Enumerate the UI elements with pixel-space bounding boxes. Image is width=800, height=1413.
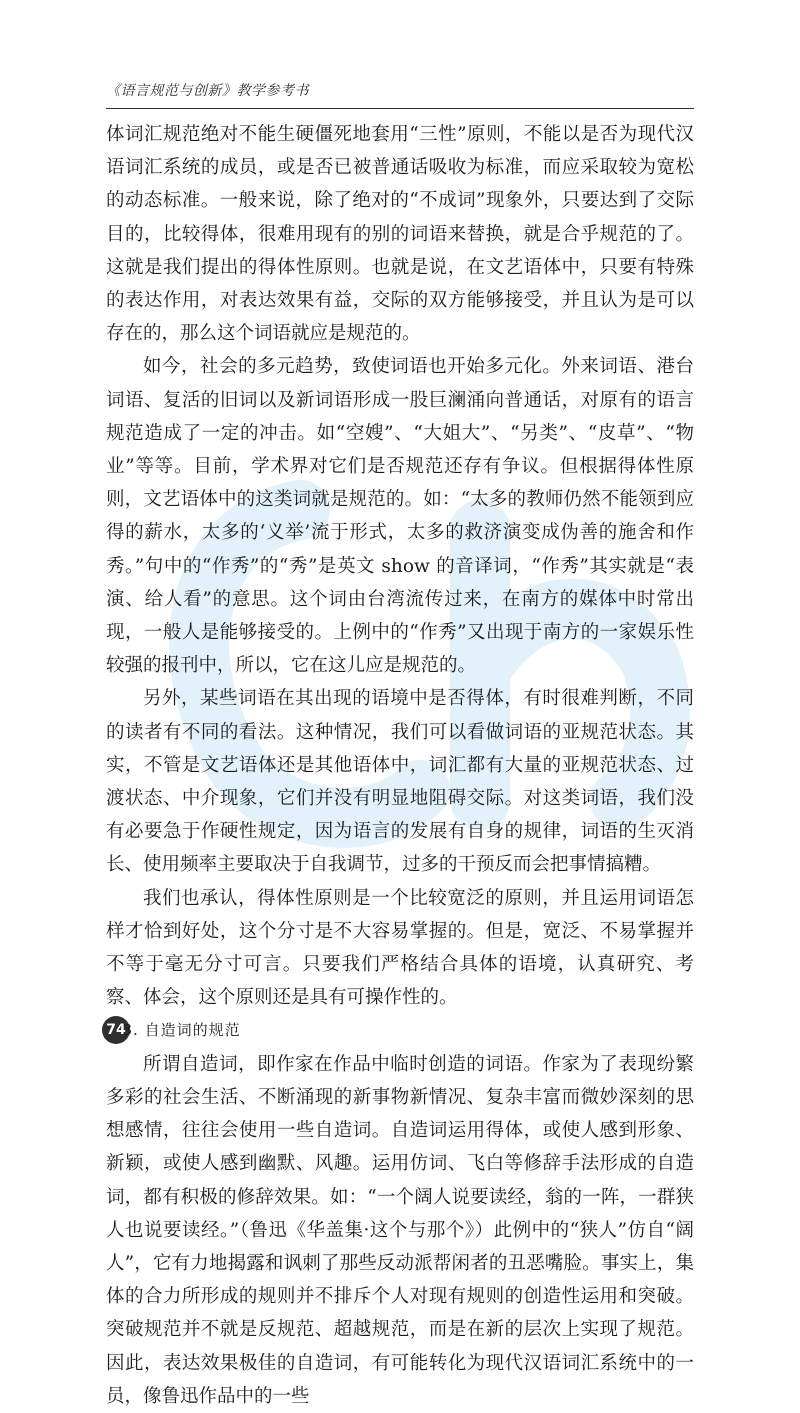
running-header: 《语言规范与创新》教学参考书 (106, 83, 309, 99)
header-divider (106, 108, 694, 109)
paragraph-5: 所谓自造词，即作家在作品中临时创造的词语。作家为了表现纷繁多彩的社会生活、不断涌现的新事物新情况、复杂丰富而微妙深刻的思想感情，往往会使用一些自造词。自造词运用得体，或使人感到形象、新颖，或使人感到幽默、风趣。运用仿词、飞白等修辞手法形成的自造词，都有积极的修辞效果。如：“一个阔人说要读经，翁的一阵，一群狭人也说要读经。”（鲁迅《华盖集·这个与那个》）此例中的“狭人”仿自“阔人”，它有力地揭露和讽刺了那些反动派帮闲者的丑恶嘴脸。事实上，集体的合力所形成的规则并不排斥个人对现有规则的创造性运用和突破。突破规范并不就是反规范、超越规范，而是在新的层次上实现了规范。因此，表达效果极佳的自造词，有可能转化为现代汉语词汇系统中的一员，像鲁迅作品中的一些 (106, 1053, 694, 1407)
paragraph-3: 另外，某些词语在其出现的语境中是否得体，有时很难判断，不同的读者有不同的看法。这种情况，我们可以看做词语的亚规范状态。其实，不管是文艺语体还是其他语体中，词汇都有大量的亚规范状态、过渡状态、中介现象，它们并没有明显地阻碍交际。对这类词语，我们没有必要急于作硬性规定，因为语言的发展有自身的规律，词语的生灭消长、使用频率主要取决于自我调节，过多的干预反而会把事情搞糟。 (106, 688, 694, 876)
page-number-badge: 74 (102, 1016, 130, 1044)
paragraph-2: 如今，社会的多元趋势，致使词语也开始多元化。外来词语、港台词语、复活的旧词以及新词语形成一股巨澜涌向普通话，对原有的语言规范造成了一定的冲击。如“空嫂”、“大姐大”、“另类”、“皮草”、“物业”等等。目前，学术界对它们是否规范还存有争议。但根据得体性原则，文艺语体中的这类词就是规范的。如：“太多的教师仍然不能领到应得的薪水，太多的‘义举’流于形式，太多的救济演变成伪善的施舍和作秀。”句中的“作秀”的“秀”是英文 show 的音译词，“作秀”其实就是“表演、给人看”的意思。这个词由台湾流传过来，在南方的媒体中时常出现，一般人是能够接受的。上例中的“作秀”又出现于南方的一家娱乐性较强的报刊中，所以，它在这儿应是规范的。 (106, 356, 694, 677)
section-subheading: 3. 自造词的规范 (122, 1021, 241, 1040)
page-body (106, 118, 694, 1413)
paragraph-4: 我们也承认，得体性原则是一个比较宽泛的原则，并且运用词语怎样才恰到好处，这个分寸是不大容易掌握的。但是，宽泛、不易掌握并不等于毫无分寸可言。只要我们严格结合具体的语境，认真研究、考察、体会，这个原则还是具有可操作性的。 (106, 887, 694, 1009)
paragraph-1: 体词汇规范绝对不能生硬僵死地套用“三性”原则，不能以是否为现代汉语词汇系统的成员，或是否已被普通话吸收为标准，而应采取较为宽松的动态标准。一般来说，除了绝对的“不成词”现象外，只要达到了交际目的，比较得体，很难用现有的别的词语来替换，就是合乎规范的了。这就是我们提出的得体性原则。也就是说，在文艺语体中，只要有特殊的表达作用，对表达效果有益，交际的双方能够接受，并且认为是可以存在的，那么这个词语就应是规范的。 (106, 124, 694, 345)
